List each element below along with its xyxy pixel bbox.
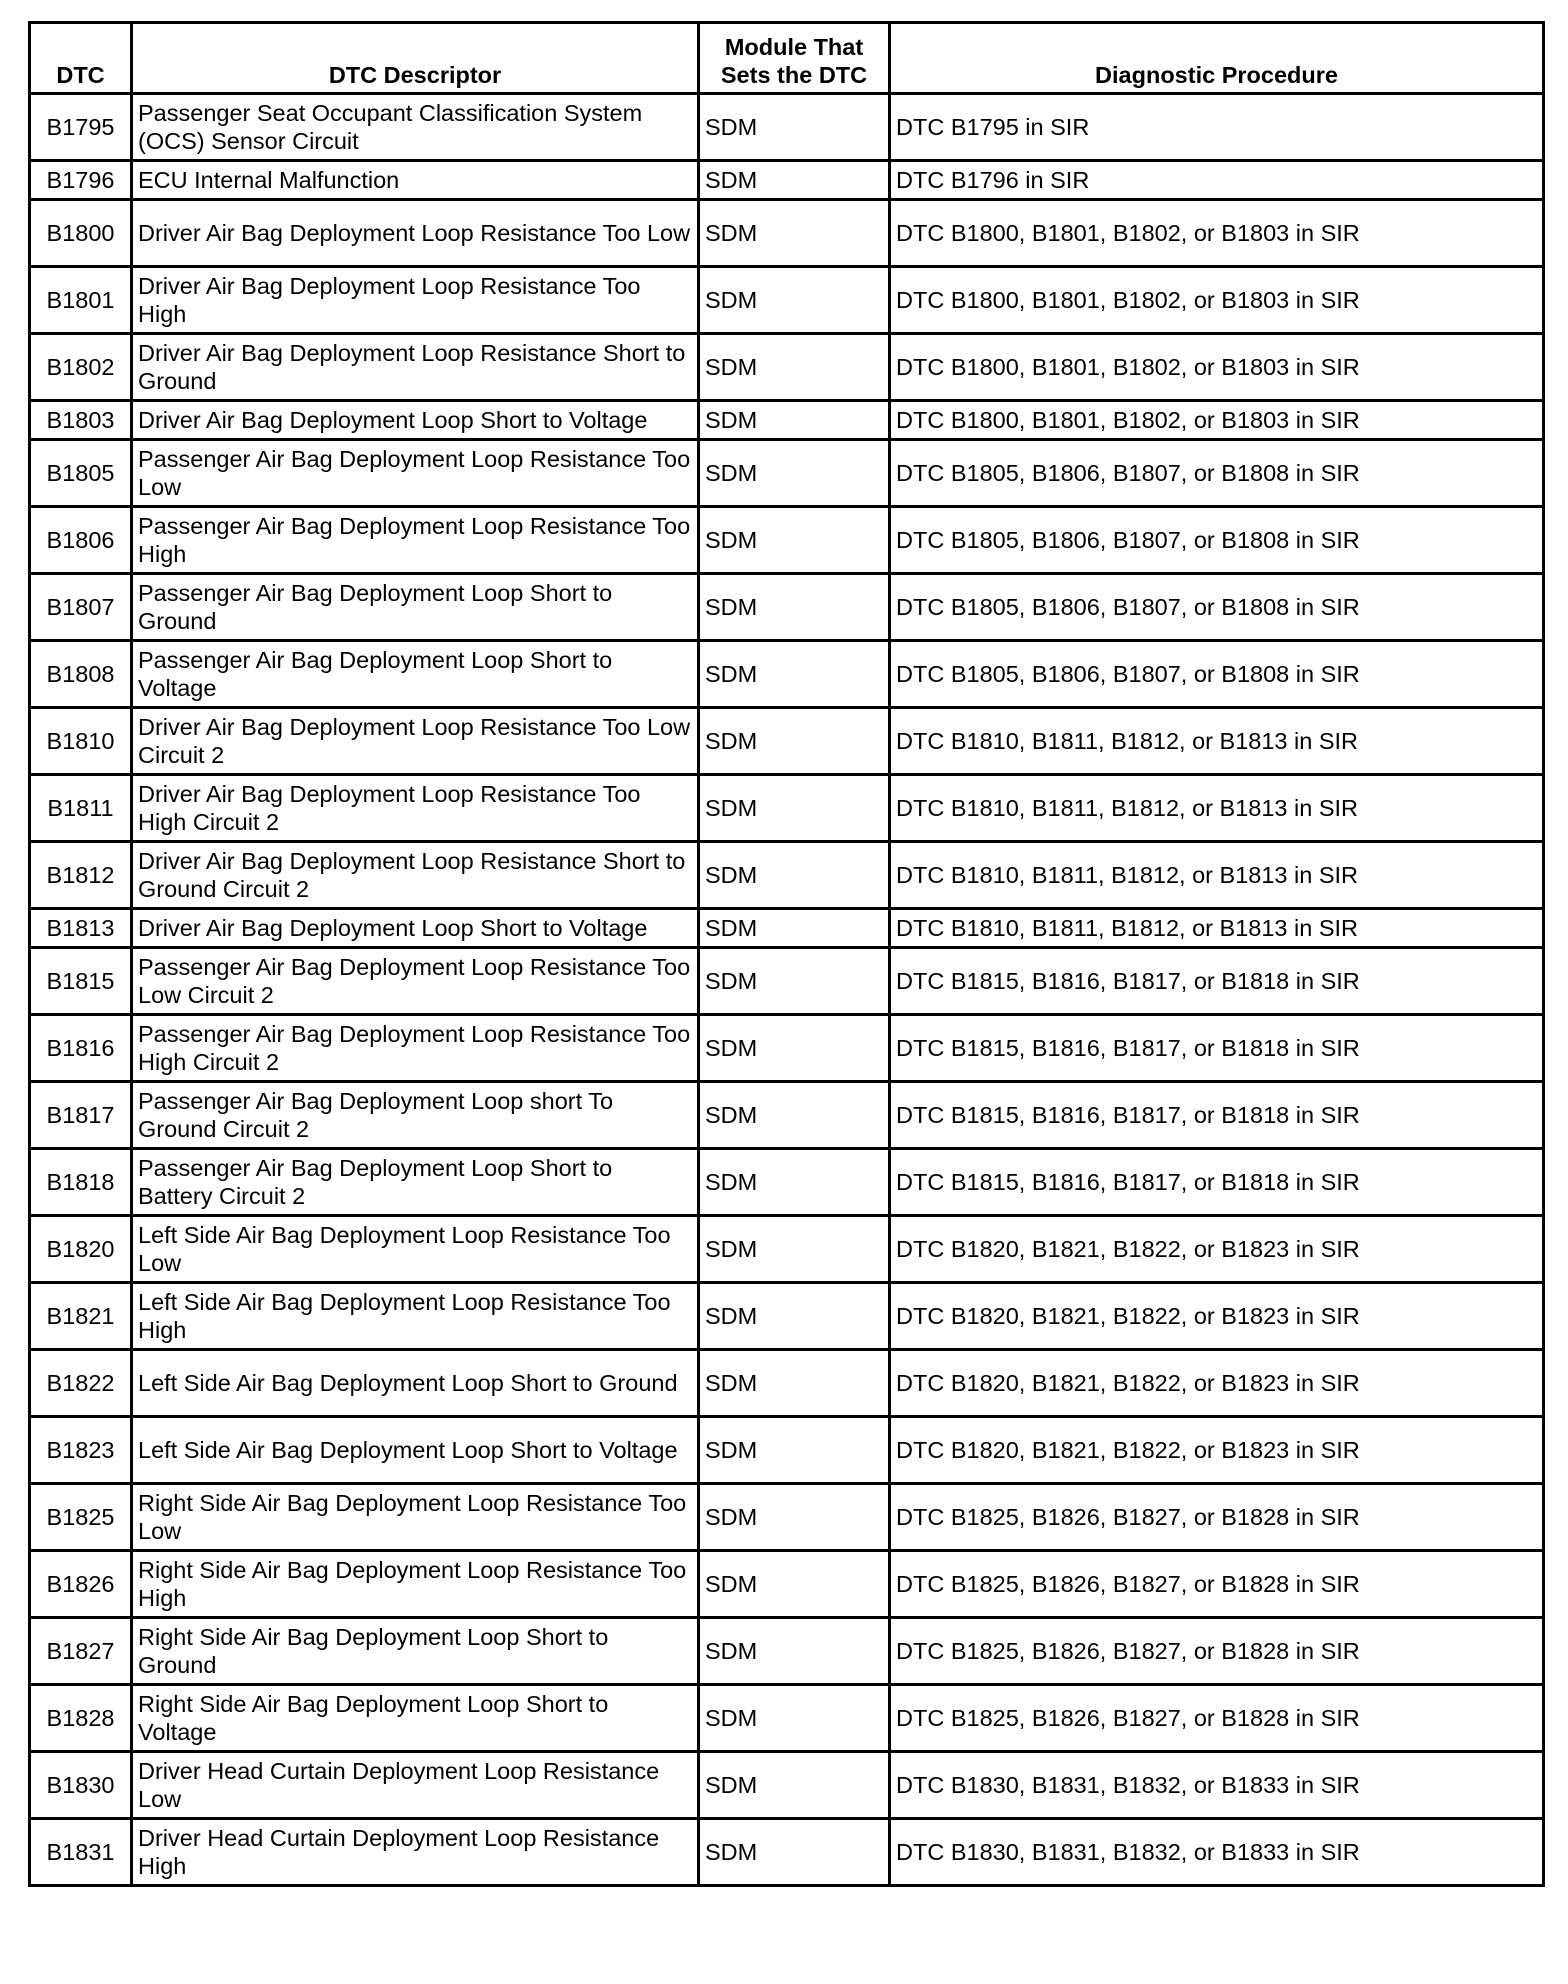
dtc-descriptor-cell: Driver Air Bag Deployment Loop Short to Voltage xyxy=(132,909,699,948)
dtc-descriptor-cell: Driver Air Bag Deployment Loop Resistance Short to Ground xyxy=(132,334,699,401)
dtc-code-cell: B1818 xyxy=(30,1149,132,1216)
dtc-code-cell: B1821 xyxy=(30,1283,132,1350)
dtc-code-cell: B1812 xyxy=(30,842,132,909)
dtc-descriptor-cell: Driver Air Bag Deployment Loop Resistance Too Low xyxy=(132,200,699,267)
dtc-descriptor-cell: Driver Head Curtain Deployment Loop Resistance High xyxy=(132,1819,699,1886)
table-row xyxy=(30,842,1544,909)
table-header-row xyxy=(30,23,1544,94)
dtc-descriptor-cell: Passenger Air Bag Deployment Loop Resistance Too Low xyxy=(132,440,699,507)
dtc-descriptor-cell: ECU Internal Malfunction xyxy=(132,161,699,200)
dtc-descriptor-cell: Right Side Air Bag Deployment Loop Resistance Too Low xyxy=(132,1484,699,1551)
dtc-code-cell: B1810 xyxy=(30,708,132,775)
table-row xyxy=(30,161,1544,200)
dtc-table xyxy=(28,21,1545,1887)
table-body xyxy=(30,94,1544,1886)
diagnostic-procedure-cell: DTC B1815, B1816, B1817, or B1818 in SIR xyxy=(890,948,1544,1015)
table-row xyxy=(30,708,1544,775)
module-cell: SDM xyxy=(699,641,890,708)
dtc-descriptor-cell: Left Side Air Bag Deployment Loop Short to Voltage xyxy=(132,1417,699,1484)
diagnostic-procedure-cell: DTC B1795 in SIR xyxy=(890,94,1544,161)
dtc-code-cell: B1805 xyxy=(30,440,132,507)
table-row xyxy=(30,1685,1544,1752)
table-row xyxy=(30,1015,1544,1082)
header-diagnostic-procedure: Diagnostic Procedure xyxy=(890,23,1544,94)
header-dtc: DTC xyxy=(30,23,132,94)
diagnostic-procedure-cell: DTC B1825, B1826, B1827, or B1828 in SIR xyxy=(890,1484,1544,1551)
dtc-descriptor-cell: Passenger Air Bag Deployment Loop Resistance Too High Circuit 2 xyxy=(132,1015,699,1082)
table-row xyxy=(30,1752,1544,1819)
module-cell: SDM xyxy=(699,708,890,775)
dtc-code-cell: B1817 xyxy=(30,1082,132,1149)
table-row xyxy=(30,200,1544,267)
dtc-code-cell: B1823 xyxy=(30,1417,132,1484)
dtc-descriptor-cell: Passenger Air Bag Deployment Loop Short to Ground xyxy=(132,574,699,641)
module-cell: SDM xyxy=(699,909,890,948)
diagnostic-procedure-cell: DTC B1800, B1801, B1802, or B1803 in SIR xyxy=(890,401,1544,440)
module-cell: SDM xyxy=(699,1149,890,1216)
dtc-descriptor-cell: Driver Head Curtain Deployment Loop Resistance Low xyxy=(132,1752,699,1819)
module-cell: SDM xyxy=(699,1819,890,1886)
diagnostic-procedure-cell: DTC B1800, B1801, B1802, or B1803 in SIR xyxy=(890,200,1544,267)
dtc-code-cell: B1800 xyxy=(30,200,132,267)
dtc-descriptor-cell: Passenger Air Bag Deployment Loop Short to Voltage xyxy=(132,641,699,708)
table-row xyxy=(30,1417,1544,1484)
dtc-code-cell: B1795 xyxy=(30,94,132,161)
module-cell: SDM xyxy=(699,1618,890,1685)
diagnostic-procedure-cell: DTC B1805, B1806, B1807, or B1808 in SIR xyxy=(890,507,1544,574)
dtc-code-cell: B1831 xyxy=(30,1819,132,1886)
dtc-descriptor-cell: Passenger Air Bag Deployment Loop Resistance Too High xyxy=(132,507,699,574)
dtc-descriptor-cell: Passenger Seat Occupant Classification System (OCS) Sensor Circuit xyxy=(132,94,699,161)
dtc-descriptor-cell: Driver Air Bag Deployment Loop Resistance Too High xyxy=(132,267,699,334)
diagnostic-procedure-cell: DTC B1815, B1816, B1817, or B1818 in SIR xyxy=(890,1082,1544,1149)
dtc-code-cell: B1822 xyxy=(30,1350,132,1417)
dtc-descriptor-cell: Right Side Air Bag Deployment Loop Resistance Too High xyxy=(132,1551,699,1618)
document-page xyxy=(28,21,1542,1887)
table-row xyxy=(30,1618,1544,1685)
module-cell: SDM xyxy=(699,948,890,1015)
diagnostic-procedure-cell: DTC B1815, B1816, B1817, or B1818 in SIR xyxy=(890,1149,1544,1216)
dtc-code-cell: B1815 xyxy=(30,948,132,1015)
table-row xyxy=(30,507,1544,574)
header-module: Module That Sets the DTC xyxy=(699,23,890,94)
table-row xyxy=(30,1484,1544,1551)
module-cell: SDM xyxy=(699,1082,890,1149)
dtc-descriptor-cell: Driver Air Bag Deployment Loop Resistance Too High Circuit 2 xyxy=(132,775,699,842)
dtc-code-cell: B1796 xyxy=(30,161,132,200)
module-cell: SDM xyxy=(699,440,890,507)
module-cell: SDM xyxy=(699,1015,890,1082)
diagnostic-procedure-cell: DTC B1820, B1821, B1822, or B1823 in SIR xyxy=(890,1350,1544,1417)
diagnostic-procedure-cell: DTC B1810, B1811, B1812, or B1813 in SIR xyxy=(890,909,1544,948)
diagnostic-procedure-cell: DTC B1805, B1806, B1807, or B1808 in SIR xyxy=(890,641,1544,708)
module-cell: SDM xyxy=(699,200,890,267)
dtc-descriptor-cell: Driver Air Bag Deployment Loop Short to Voltage xyxy=(132,401,699,440)
table-row xyxy=(30,94,1544,161)
dtc-descriptor-cell: Passenger Air Bag Deployment Loop Short to Battery Circuit 2 xyxy=(132,1149,699,1216)
module-cell: SDM xyxy=(699,1551,890,1618)
dtc-code-cell: B1803 xyxy=(30,401,132,440)
dtc-code-cell: B1811 xyxy=(30,775,132,842)
table-row xyxy=(30,401,1544,440)
dtc-descriptor-cell: Driver Air Bag Deployment Loop Resistance Short to Ground Circuit 2 xyxy=(132,842,699,909)
dtc-code-cell: B1813 xyxy=(30,909,132,948)
diagnostic-procedure-cell: DTC B1800, B1801, B1802, or B1803 in SIR xyxy=(890,267,1544,334)
table-row xyxy=(30,948,1544,1015)
module-cell: SDM xyxy=(699,507,890,574)
module-cell: SDM xyxy=(699,1752,890,1819)
dtc-descriptor-cell: Right Side Air Bag Deployment Loop Short to Ground xyxy=(132,1618,699,1685)
dtc-descriptor-cell: Passenger Air Bag Deployment Loop short To Ground Circuit 2 xyxy=(132,1082,699,1149)
dtc-code-cell: B1801 xyxy=(30,267,132,334)
table-row xyxy=(30,641,1544,708)
module-cell: SDM xyxy=(699,401,890,440)
dtc-code-cell: B1807 xyxy=(30,574,132,641)
table-row xyxy=(30,1283,1544,1350)
dtc-code-cell: B1808 xyxy=(30,641,132,708)
dtc-descriptor-cell: Left Side Air Bag Deployment Loop Resistance Too Low xyxy=(132,1216,699,1283)
diagnostic-procedure-cell: DTC B1810, B1811, B1812, or B1813 in SIR xyxy=(890,842,1544,909)
module-cell: SDM xyxy=(699,1216,890,1283)
diagnostic-procedure-cell: DTC B1825, B1826, B1827, or B1828 in SIR xyxy=(890,1551,1544,1618)
table-row xyxy=(30,1082,1544,1149)
diagnostic-procedure-cell: DTC B1815, B1816, B1817, or B1818 in SIR xyxy=(890,1015,1544,1082)
diagnostic-procedure-cell: DTC B1810, B1811, B1812, or B1813 in SIR xyxy=(890,708,1544,775)
diagnostic-procedure-cell: DTC B1805, B1806, B1807, or B1808 in SIR xyxy=(890,440,1544,507)
table-row xyxy=(30,1350,1544,1417)
module-cell: SDM xyxy=(699,334,890,401)
dtc-code-cell: B1826 xyxy=(30,1551,132,1618)
module-cell: SDM xyxy=(699,267,890,334)
dtc-descriptor-cell: Right Side Air Bag Deployment Loop Short to Voltage xyxy=(132,1685,699,1752)
module-cell: SDM xyxy=(699,842,890,909)
module-cell: SDM xyxy=(699,1484,890,1551)
table-row xyxy=(30,1819,1544,1886)
diagnostic-procedure-cell: DTC B1805, B1806, B1807, or B1808 in SIR xyxy=(890,574,1544,641)
dtc-code-cell: B1827 xyxy=(30,1618,132,1685)
module-cell: SDM xyxy=(699,775,890,842)
table-row xyxy=(30,440,1544,507)
module-cell: SDM xyxy=(699,1417,890,1484)
dtc-descriptor-cell: Passenger Air Bag Deployment Loop Resistance Too Low Circuit 2 xyxy=(132,948,699,1015)
dtc-code-cell: B1830 xyxy=(30,1752,132,1819)
module-cell: SDM xyxy=(699,1350,890,1417)
table-row xyxy=(30,775,1544,842)
diagnostic-procedure-cell: DTC B1810, B1811, B1812, or B1813 in SIR xyxy=(890,775,1544,842)
dtc-code-cell: B1806 xyxy=(30,507,132,574)
table-row xyxy=(30,909,1544,948)
module-cell: SDM xyxy=(699,161,890,200)
dtc-code-cell: B1825 xyxy=(30,1484,132,1551)
module-cell: SDM xyxy=(699,574,890,641)
table-row xyxy=(30,267,1544,334)
dtc-descriptor-cell: Driver Air Bag Deployment Loop Resistance Too Low Circuit 2 xyxy=(132,708,699,775)
diagnostic-procedure-cell: DTC B1825, B1826, B1827, or B1828 in SIR xyxy=(890,1685,1544,1752)
diagnostic-procedure-cell: DTC B1830, B1831, B1832, or B1833 in SIR xyxy=(890,1819,1544,1886)
dtc-descriptor-cell: Left Side Air Bag Deployment Loop Short to Ground xyxy=(132,1350,699,1417)
header-dtc-descriptor: DTC Descriptor xyxy=(132,23,699,94)
table-row xyxy=(30,334,1544,401)
diagnostic-procedure-cell: DTC B1825, B1826, B1827, or B1828 in SIR xyxy=(890,1618,1544,1685)
diagnostic-procedure-cell: DTC B1830, B1831, B1832, or B1833 in SIR xyxy=(890,1752,1544,1819)
table-row xyxy=(30,574,1544,641)
diagnostic-procedure-cell: DTC B1820, B1821, B1822, or B1823 in SIR xyxy=(890,1283,1544,1350)
dtc-code-cell: B1816 xyxy=(30,1015,132,1082)
dtc-code-cell: B1802 xyxy=(30,334,132,401)
table-row xyxy=(30,1149,1544,1216)
table-row xyxy=(30,1551,1544,1618)
module-cell: SDM xyxy=(699,1685,890,1752)
dtc-code-cell: B1828 xyxy=(30,1685,132,1752)
diagnostic-procedure-cell: DTC B1820, B1821, B1822, or B1823 in SIR xyxy=(890,1216,1544,1283)
diagnostic-procedure-cell: DTC B1796 in SIR xyxy=(890,161,1544,200)
diagnostic-procedure-cell: DTC B1800, B1801, B1802, or B1803 in SIR xyxy=(890,334,1544,401)
dtc-descriptor-cell: Left Side Air Bag Deployment Loop Resistance Too High xyxy=(132,1283,699,1350)
dtc-code-cell: B1820 xyxy=(30,1216,132,1283)
module-cell: SDM xyxy=(699,1283,890,1350)
module-cell: SDM xyxy=(699,94,890,161)
table-row xyxy=(30,1216,1544,1283)
diagnostic-procedure-cell: DTC B1820, B1821, B1822, or B1823 in SIR xyxy=(890,1417,1544,1484)
